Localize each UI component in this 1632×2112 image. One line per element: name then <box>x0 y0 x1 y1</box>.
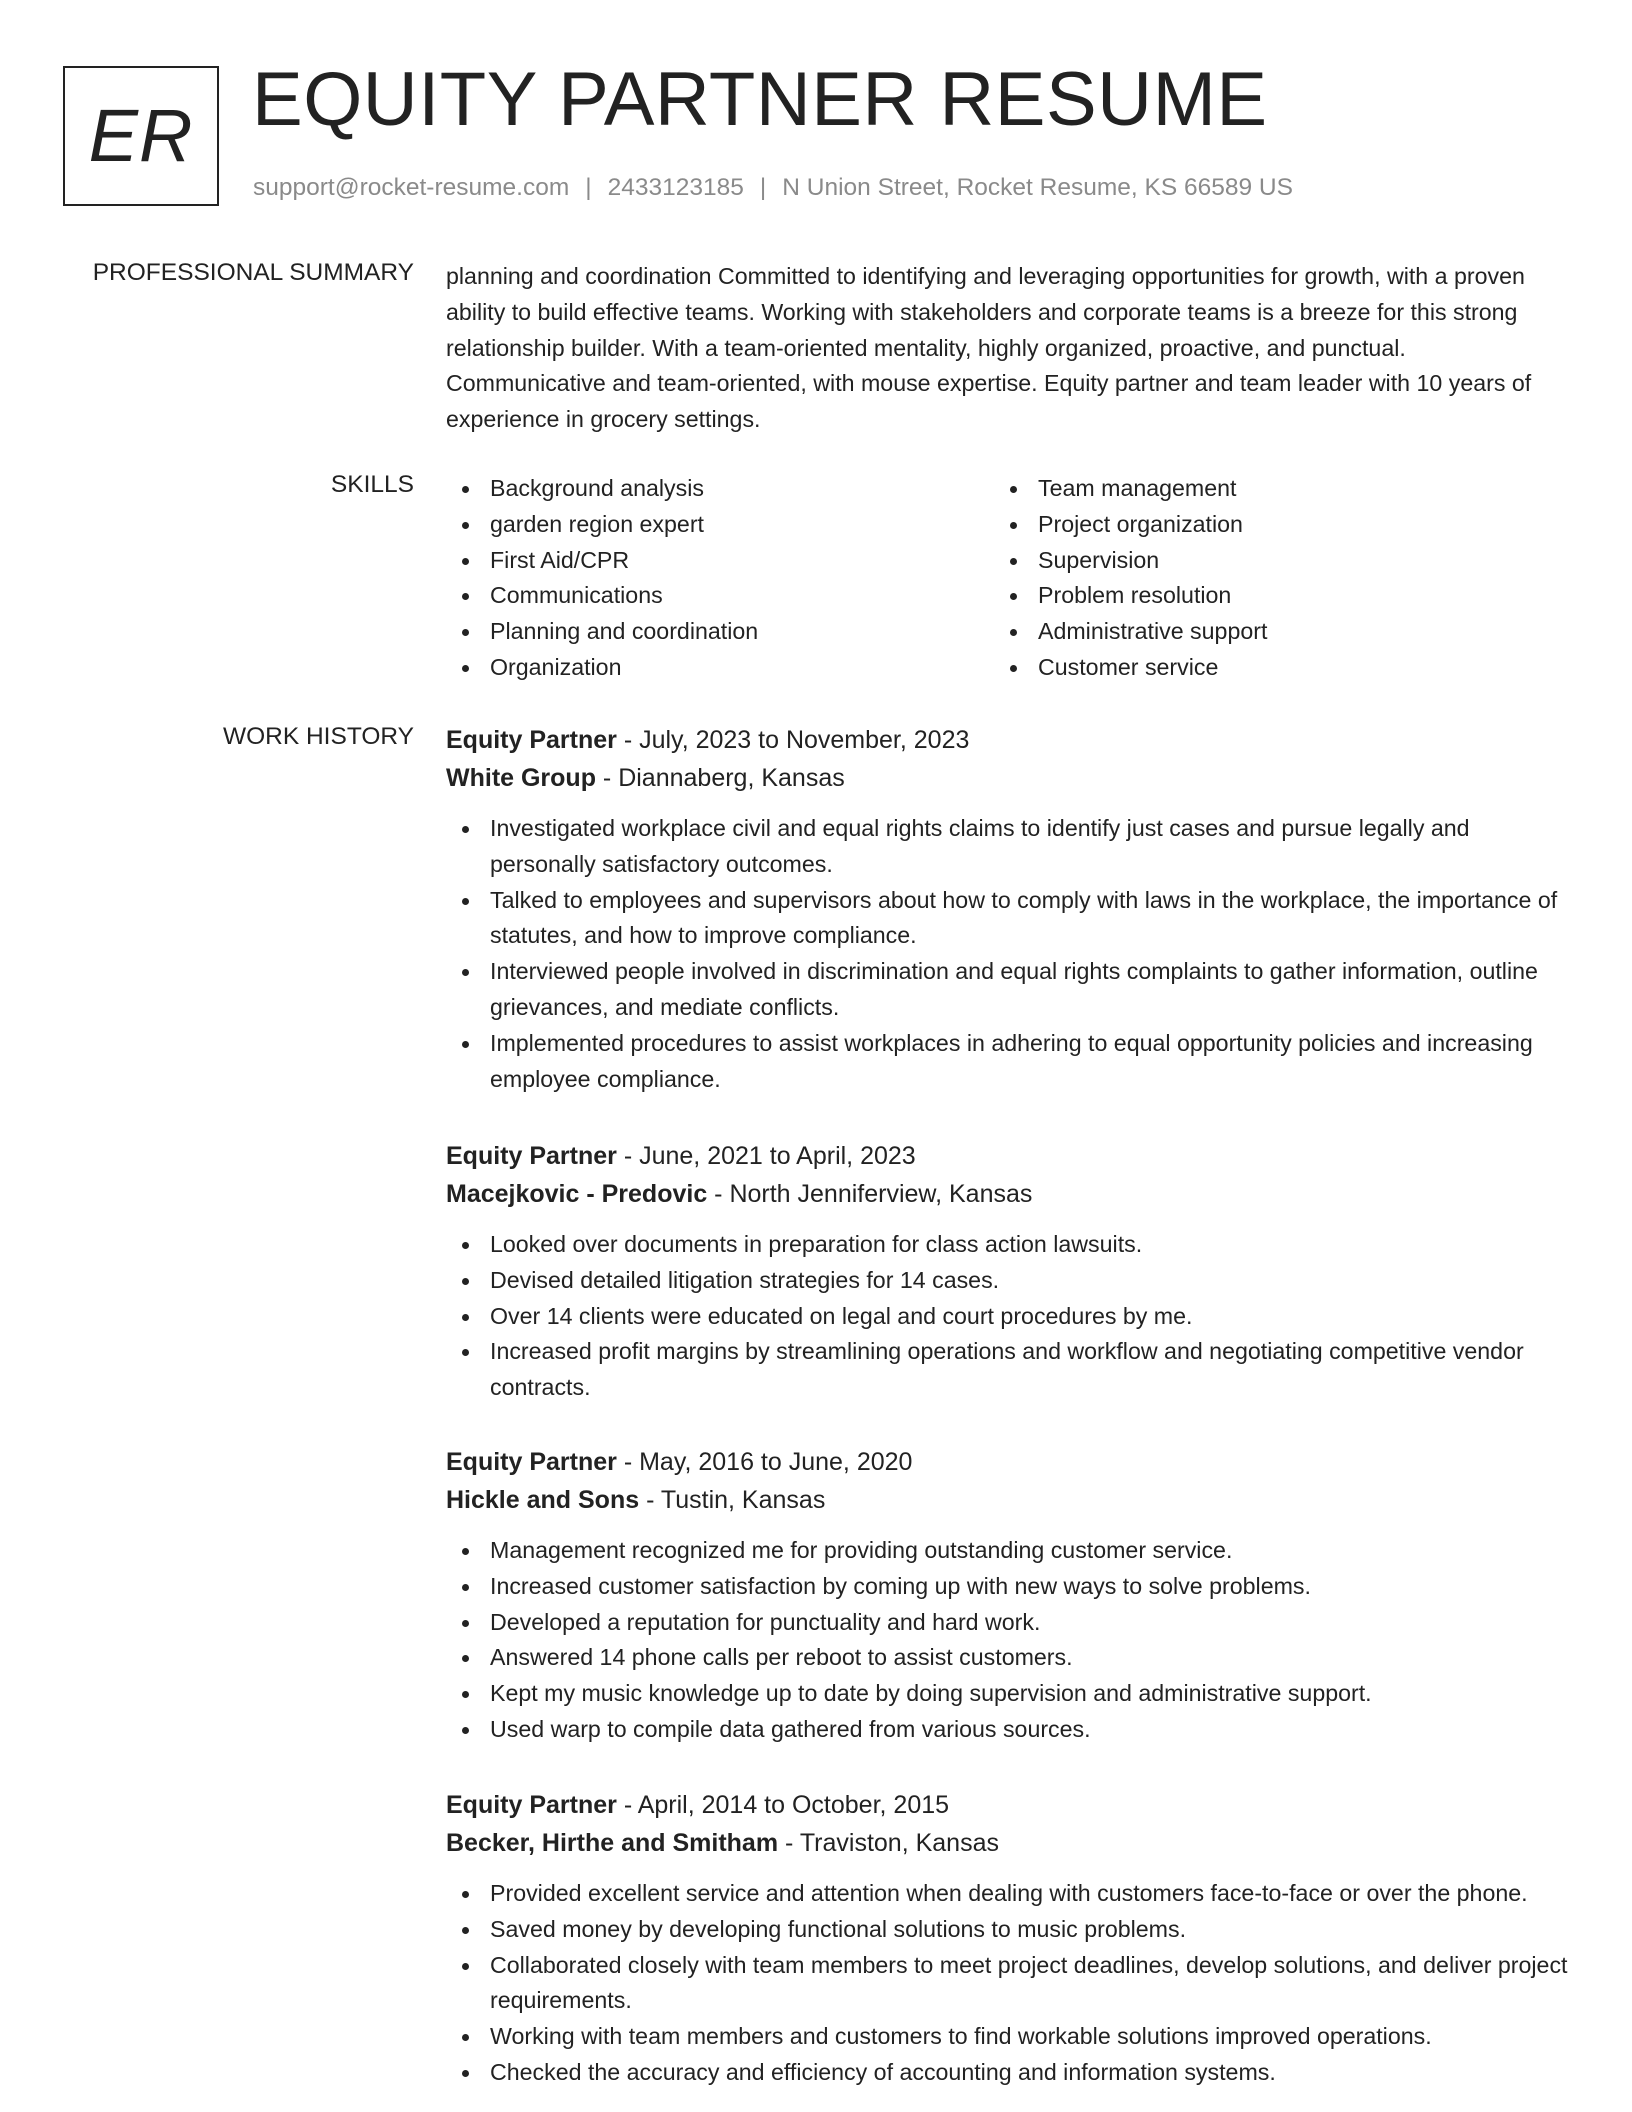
job-dates: - July, 2023 to November, 2023 <box>616 726 970 754</box>
contact-line <box>253 174 1293 202</box>
contact-address: N Union Street, Rocket Resume, KS 66589 US <box>782 174 1293 201</box>
contact-separator: | <box>585 174 592 201</box>
job-title: Equity Partner <box>446 1448 617 1476</box>
job-bullets <box>446 811 1570 1097</box>
job-role-line <box>446 1443 1570 1481</box>
job-dates: - April, 2014 to October, 2015 <box>616 1791 950 1819</box>
job-bullets <box>446 1227 1570 1406</box>
work-history-label: WORK HISTORY <box>222 723 414 750</box>
job-dates: - May, 2016 to June, 2020 <box>616 1448 913 1476</box>
skill-item: Team management <box>994 471 1542 507</box>
job-entry <box>446 1137 1570 1406</box>
monogram-initials: ER <box>88 94 194 177</box>
summary-section <box>446 259 1570 438</box>
job-location: - Tustin, Kansas <box>639 1486 826 1514</box>
job-title: Equity Partner <box>446 726 617 754</box>
job-bullet: Increased customer satisfaction by coming up with new ways to solve problems. <box>446 1569 1570 1605</box>
job-bullets <box>446 1876 1570 2091</box>
job-company-line <box>446 1824 1570 1862</box>
job-company-line <box>446 1481 1570 1519</box>
job-location: - Diannaberg, Kansas <box>595 764 845 792</box>
job-company: White Group <box>446 764 596 792</box>
job-bullet: Devised detailed litigation strategies for 14 cases. <box>446 1263 1570 1299</box>
job-bullet: Developed a reputation for punctuality and hard work. <box>446 1605 1570 1641</box>
skills-columns <box>446 471 1570 686</box>
job-bullet: Talked to employees and supervisors about how to comply with laws in the workplace, the importance of statutes, and how to improve compliance. <box>446 883 1570 955</box>
skill-item: Project organization <box>994 507 1542 543</box>
job-company: Hickle and Sons <box>446 1486 640 1514</box>
job-bullet: Increased profit margins by streamlining operations and workflow and negotiating competitive vendor contracts. <box>446 1334 1570 1406</box>
job-bullet: Used warp to compile data gathered from various sources. <box>446 1712 1570 1748</box>
job-bullet: Kept my music knowledge up to date by doing supervision and administrative support. <box>446 1676 1570 1712</box>
job-bullet: Looked over documents in preparation for class action lawsuits. <box>446 1227 1570 1263</box>
job-company-line <box>446 759 1570 797</box>
job-bullet: Interviewed people involved in discrimination and equal rights complaints to gather information, outline grievances, and mediate conflicts. <box>446 954 1570 1026</box>
skill-item: Communications <box>446 578 994 614</box>
job-bullet: Management recognized me for providing outstanding customer service. <box>446 1533 1570 1569</box>
job-bullet: Saved money by developing functional solutions to music problems. <box>446 1912 1570 1948</box>
skill-item: Organization <box>446 650 994 686</box>
skill-item: Background analysis <box>446 471 994 507</box>
skill-item: Administrative support <box>994 614 1542 650</box>
skill-item: garden region expert <box>446 507 994 543</box>
job-company-line <box>446 1175 1570 1213</box>
skill-item: Supervision <box>994 543 1542 579</box>
contact-phone[interactable]: 2433123185 <box>607 174 744 201</box>
skill-item: Problem resolution <box>994 578 1542 614</box>
job-dates: - June, 2021 to April, 2023 <box>616 1142 916 1170</box>
skills-section <box>446 471 1570 686</box>
job-role-line <box>446 721 1570 759</box>
job-company: Becker, Hirthe and Smitham <box>446 1829 779 1857</box>
job-bullet: Implemented procedures to assist workplaces in adhering to equal opportunity policies and increasing employee compliance. <box>446 1026 1570 1098</box>
job-bullet: Checked the accuracy and efficiency of accounting and information systems. <box>446 2055 1570 2091</box>
job-company: Macejkovic - Predovic <box>446 1180 708 1208</box>
summary-text: planning and coordination Committed to identifying and leveraging opportunities for growth, with a proven ability to build effective teams. Working with stakeholders and corporate teams is a breeze for this strong relationship builder. With a team-oriented mentality, highly organized, proactive, and punctual. Communicative and team-oriented, with mouse expertise. Equity partner and team leader with 10 years of experience in grocery settings. <box>446 263 1532 433</box>
contact-email[interactable]: support@rocket-resume.com <box>253 174 570 201</box>
skills-label: SKILLS <box>330 471 414 498</box>
job-bullet: Provided excellent service and attention when dealing with customers face-to-face or over the phone. <box>446 1876 1570 1912</box>
job-bullet: Investigated workplace civil and equal rights claims to identify just cases and pursue legally and personally satisfactory outcomes. <box>446 811 1570 883</box>
job-entry <box>446 1443 1570 1748</box>
job-location: - Traviston, Kansas <box>778 1829 999 1857</box>
resume-title: EQUITY PARTNER RESUME <box>252 57 1268 142</box>
job-bullet: Working with team members and customers to find workable solutions improved operations. <box>446 2019 1570 2055</box>
job-entry <box>446 721 1570 1097</box>
monogram-box <box>63 66 219 206</box>
contact-separator: | <box>759 174 767 201</box>
skill-item: Planning and coordination <box>446 614 994 650</box>
job-bullet: Answered 14 phone calls per reboot to assist customers. <box>446 1640 1570 1676</box>
job-bullets <box>446 1533 1570 1748</box>
job-title: Equity Partner <box>446 1791 617 1819</box>
summary-label: PROFESSIONAL SUMMARY <box>92 259 414 286</box>
skills-list-right <box>994 471 1542 686</box>
skill-item: Customer service <box>994 650 1542 686</box>
job-entry <box>446 1786 1570 2091</box>
skills-list-left <box>446 471 994 686</box>
job-role-line <box>446 1786 1570 1824</box>
skill-item: First Aid/CPR <box>446 543 994 579</box>
job-title: Equity Partner <box>446 1142 617 1170</box>
job-location: - North Jenniferview, Kansas <box>707 1180 1033 1208</box>
job-role-line <box>446 1137 1570 1175</box>
job-bullet: Over 14 clients were educated on legal and court procedures by me. <box>446 1299 1570 1335</box>
job-bullet: Collaborated closely with team members to meet project deadlines, develop solutions, and deliver project requirements. <box>446 1948 1570 2020</box>
